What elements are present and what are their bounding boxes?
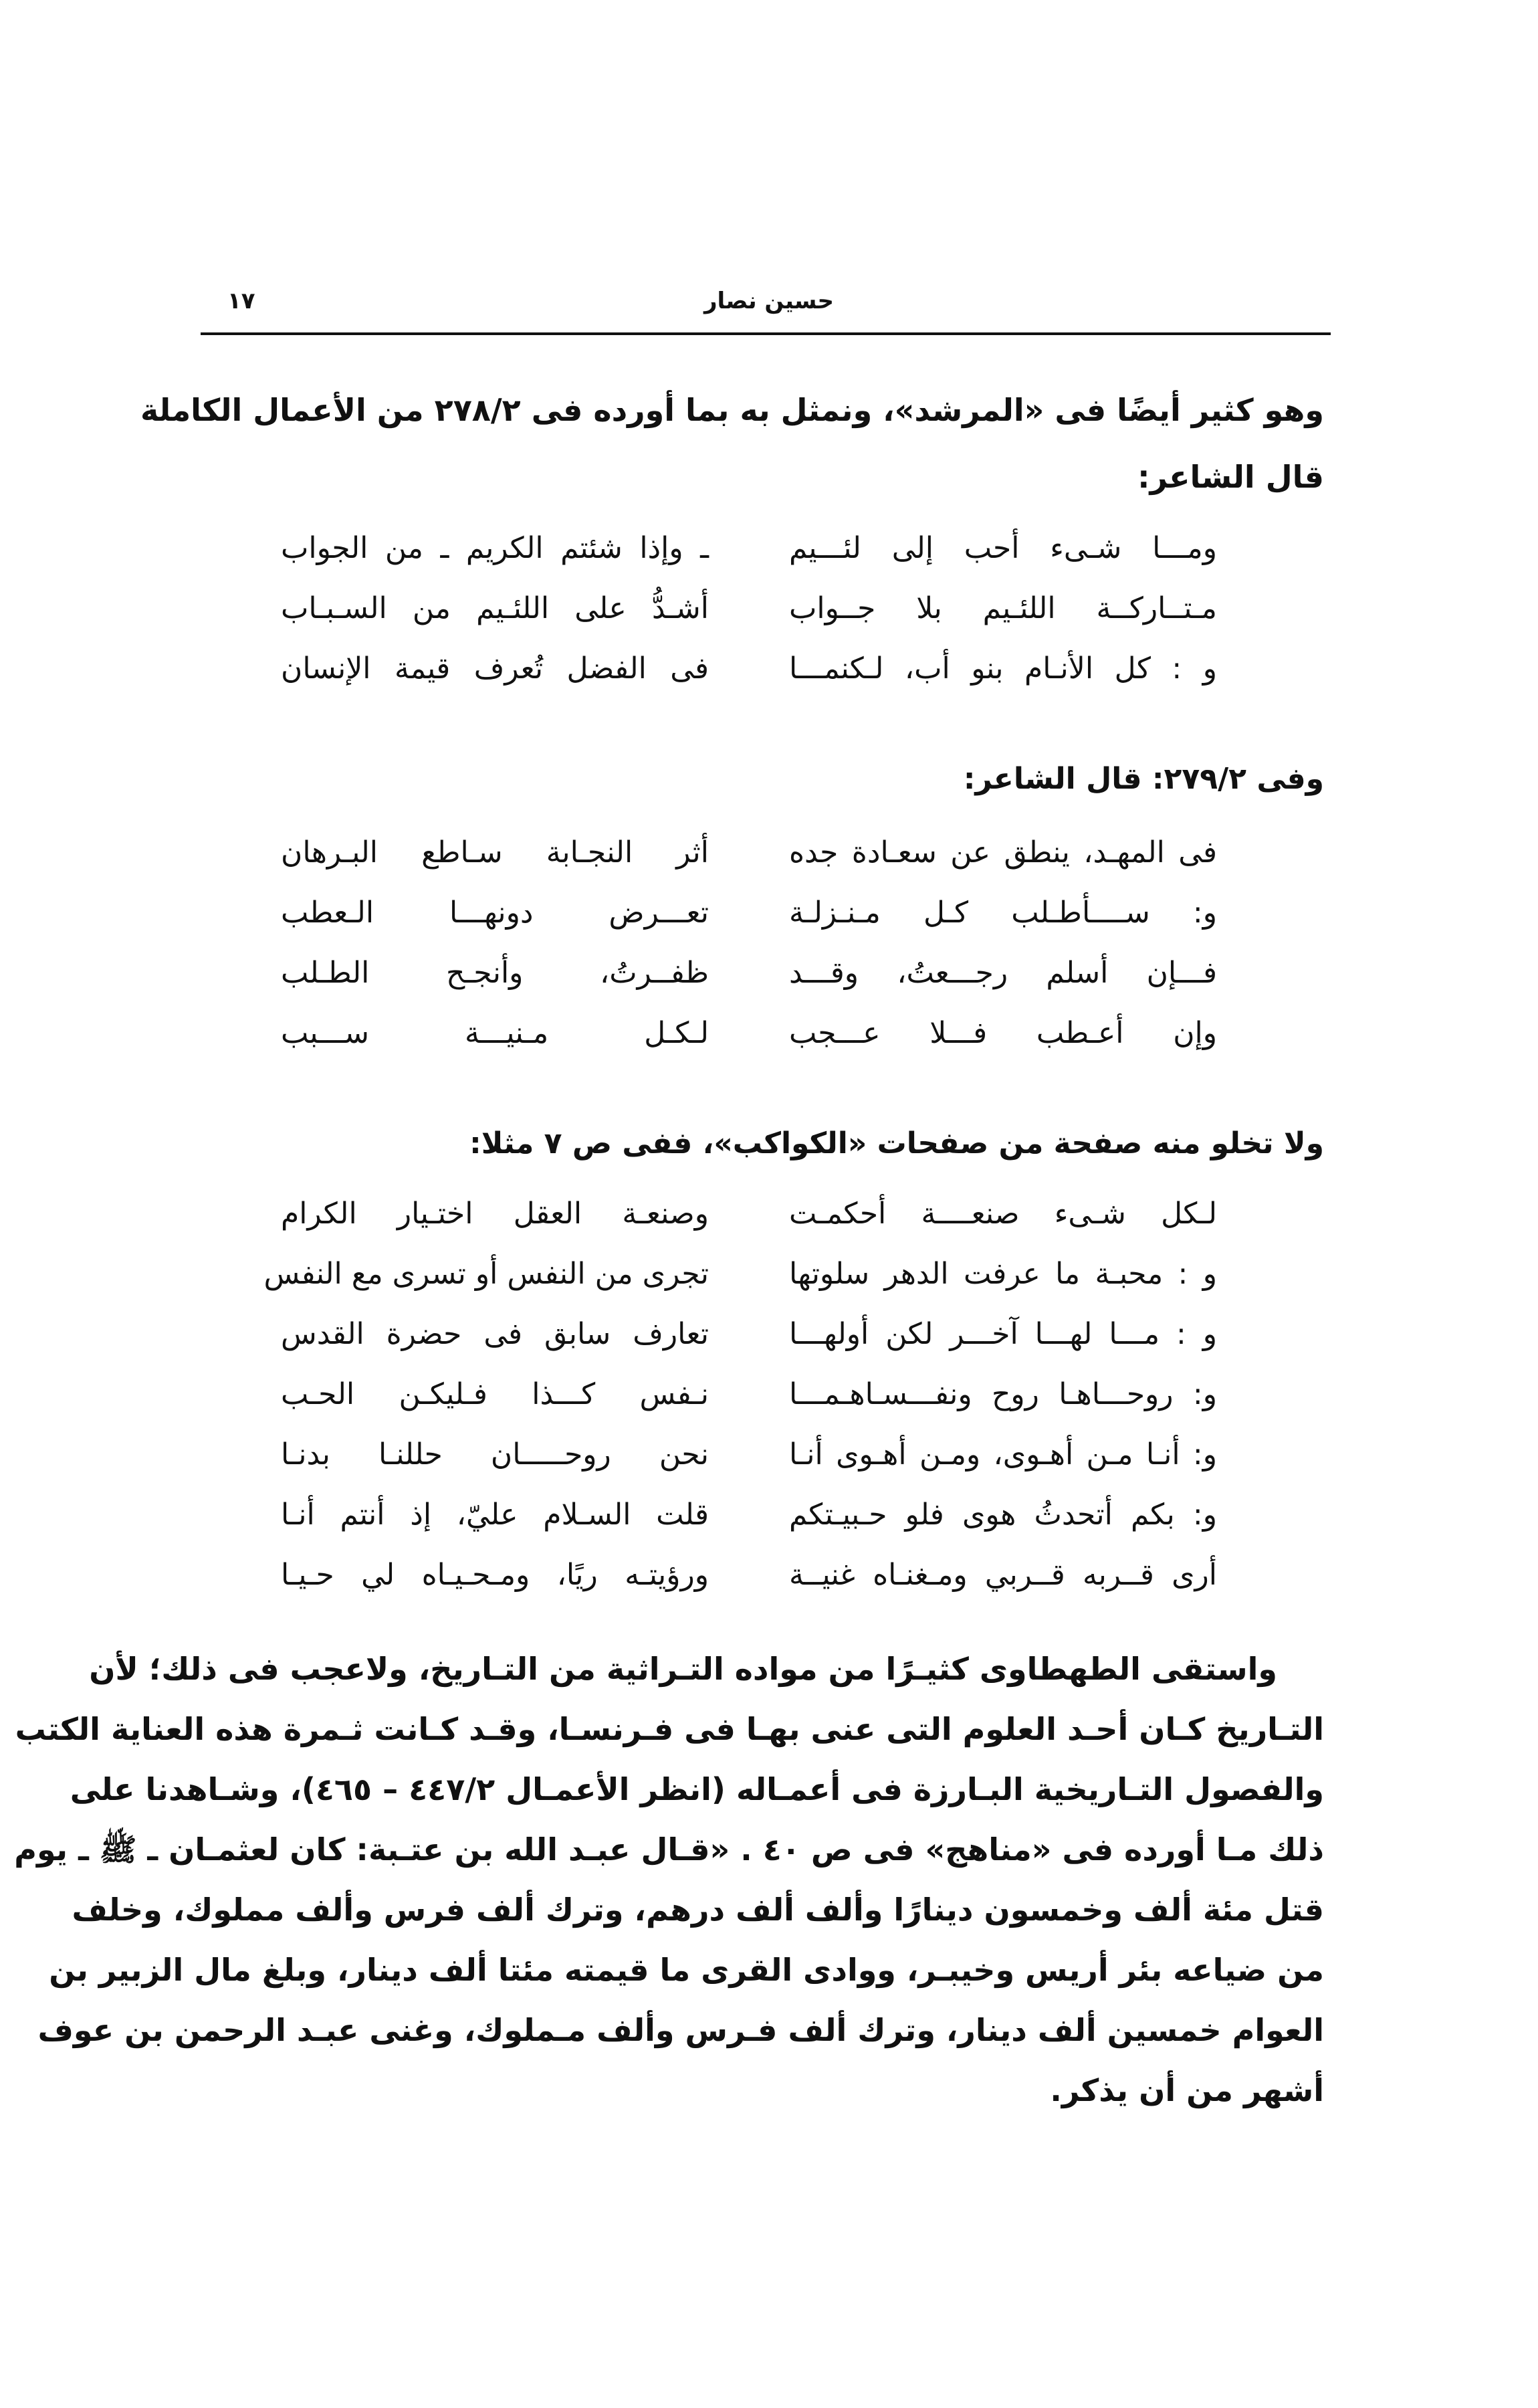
header-rule xyxy=(201,332,1331,335)
verse xyxy=(281,1308,1217,1368)
verse xyxy=(281,522,1217,582)
verse xyxy=(281,582,1217,642)
hemistich-first: و: ســــأطـلب كـل مـنـزلـة xyxy=(789,896,1217,930)
hemistich-first: و : مـــا لهـــا آخـــر لكن أولهـــا xyxy=(789,1317,1217,1351)
page-number: ١٧ xyxy=(227,288,255,314)
hemistich-second: ورؤيتـه ريًا، ومـحـيـاه لي حـيـا xyxy=(281,1558,709,1592)
hemistich-second: لـكـل مـنيـــة ســـبب xyxy=(281,1016,709,1050)
poem-3 xyxy=(263,1187,1217,1609)
poem-1 xyxy=(281,522,1217,702)
paragraph-line: واستقى الطهطاوى كثيـرًا من مواده التـراثية من التـاريخ، ولاعجب فى ذلك؛ لأن xyxy=(89,1651,1277,1687)
paragraph-line: ذلك مـا أورده فى «مناهج» فى ص ٤٠ . «قـال عبـد الله بن عتـبة: كان لعثمـان ـ ﷺ ـ يوم xyxy=(14,1831,1324,1868)
intro-line-2: قال الشاعر: xyxy=(1137,459,1324,495)
verse xyxy=(281,642,1217,702)
verse xyxy=(281,1428,1217,1488)
hemistich-first: و : كل الأنـام بنو أب، لـكنمـــا xyxy=(789,651,1217,686)
running-title: حسين نصار xyxy=(703,288,835,314)
hemistich-first: فى المهـد، ينطق عن سعـادة جده xyxy=(789,835,1217,870)
hemistich-second: فى الفضل تُعرف قيمة الإنسان xyxy=(281,651,709,686)
hemistich-second: أشـدُّ على اللئـيم من السـبـاب xyxy=(281,591,709,625)
poem-2 xyxy=(281,826,1217,1067)
hemistich-second: قلت السـلام عليّ، إذ أنتم أنـا xyxy=(281,1498,709,1532)
hemistich-second: ـ وإذا شئتم الكريم ـ من الجواب xyxy=(281,531,709,565)
verse xyxy=(281,1187,1217,1247)
paragraph-line: العوام خمسين ألف دينار، وترك ألف فـرس وألف مـملوك، وغنى عبـد الرحمن بن عوف xyxy=(37,2012,1324,2048)
verse xyxy=(281,826,1217,886)
hemistich-second: نـفس كـــذا فـليكـن الحـب xyxy=(281,1377,709,1411)
hemistich-second: نحن روحـــــان حللنـا بدنـا xyxy=(281,1437,709,1472)
verse xyxy=(281,1488,1217,1548)
hemistich-first: فـــإن أسلم رجـــعتُ، وقـــد xyxy=(789,956,1217,990)
hemistich-first: و : محبـة ما عرفت الدهر سلوتها xyxy=(789,1257,1217,1291)
hemistich-second: تعـــرض دونهـــا الـعطب xyxy=(281,896,709,930)
paragraph-line: التـاريخ كـان أحـد العلوم التى عنى بهـا فى فـرنسـا، وقـد كـانت ثـمرة هذه العناية الكتب xyxy=(15,1711,1324,1747)
section-2-intro: وفى ٢٧٩/٢: قال الشاعر: xyxy=(963,762,1324,796)
hemistich-first: وإن أعـطب فـــلا عـــجب xyxy=(789,1016,1217,1050)
paragraph-line: أشهر من أن يذكر. xyxy=(1050,2072,1324,2108)
verse xyxy=(281,1368,1217,1428)
paragraph-line: قتل مئة ألف وخمسون دينارًا وألف ألف درهم، وترك ألف فرس وألف مملوك، وخلف xyxy=(72,1892,1324,1928)
hemistich-first: و: روحـــاهـا روح ونفـــسـاهـمـــا xyxy=(789,1377,1217,1411)
paragraph-line: من ضياعه بئر أريس وخيبـر، ووادى القرى ما قيمته مئتا ألف دينار، وبلغ مال الزبير بن xyxy=(49,1952,1324,1988)
hemistich-second: تعارف سابق فى حضرة القدس xyxy=(281,1317,709,1351)
hemistich-second: أثر النجـابة سـاطع البـرهان xyxy=(281,835,709,870)
verse xyxy=(281,886,1217,946)
hemistich-first: ومـــا شـىء أحب إلى لئـــيم xyxy=(789,531,1217,565)
hemistich-first: لـكل شـىء صنعــــة أحكمـت xyxy=(789,1197,1217,1231)
verse xyxy=(281,1548,1217,1609)
closing-paragraph xyxy=(14,1639,1324,2120)
page-header xyxy=(201,274,1337,328)
hemistich-first: أرى قــربه قــربي ومـغنـاه غنيــة xyxy=(789,1558,1217,1592)
intro-line-1: وهو كثير أيضًا فى «المرشد»، ونمثل به بما أورده فى ٢٧٨/٢ من الأعمال الكاملة xyxy=(140,392,1324,428)
section-3-intro: ولا تخلو منه صفحة من صفحات «الكواكب»، ففى ص ٧ مثلا: xyxy=(469,1126,1324,1161)
paragraph-line: والفصول التـاريخية البـارزة فى أعمـاله (انظر الأعمـال ٤٤٧/٢ – ٤٦٥)، وشـاهدنا على xyxy=(70,1771,1324,1807)
hemistich-second: ظفــرتُ، وأنجـح الطـلب xyxy=(281,956,709,990)
hemistich-first: مـتــاركــة اللئـيم بلا جــواب xyxy=(789,591,1217,625)
hemistich-first: و: أنـا مـن أهـوى، ومـن أهـوى أنـا xyxy=(789,1437,1217,1472)
verse xyxy=(281,946,1217,1007)
hemistich-second: وصنعـة العقل اختـيار الكرام xyxy=(281,1197,709,1231)
verse xyxy=(281,1007,1217,1067)
hemistich-first: و: بكم أتحدثُ هوى فلو حـبيـتكم xyxy=(789,1498,1217,1532)
verse xyxy=(263,1247,1217,1308)
hemistich-second: تجرى من النفس أو تسرى مع النفس xyxy=(263,1257,709,1291)
